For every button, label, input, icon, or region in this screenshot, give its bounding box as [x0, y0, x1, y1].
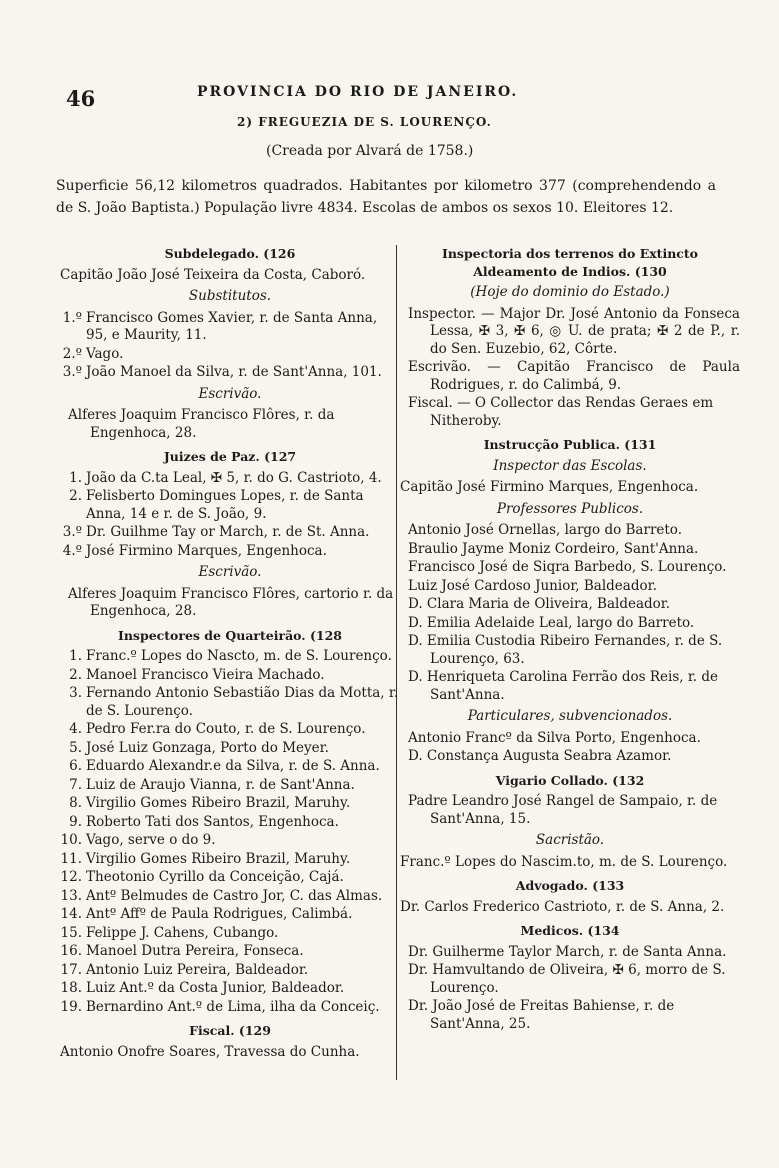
inspector-item: [60, 906, 400, 924]
item-number: 3.: [69, 685, 82, 701]
item-number: 1.º: [62, 309, 82, 326]
subdelegado-holder: Capitão João José Teixeira da Costa, Caboró.: [60, 266, 366, 283]
inspector-item: [60, 777, 400, 795]
item-text: Antº Affº de Paula Rodrigues, Calimbá.: [86, 906, 353, 922]
item-number: 2.: [69, 488, 82, 504]
sacristao-holder: Franc.º Lopes do Nascim.to, m. de S. Lourenço.: [400, 853, 728, 870]
inspectoria-inspector: Inspector. — Major Dr. José Antonio da Fonseca Lessa, ✠ 3, ✠ 6, ◎ U. de prata; ✠ 2 de P., r. do Sen. Euzebio, 62, Côrte.: [408, 305, 740, 357]
advogado-heading: Advogado. (133: [515, 878, 625, 893]
item-text: Bernardino Ant.º de Lima, ilha da Conceiç.: [86, 998, 380, 1015]
inspectores-heading: Inspectores de Quarteirão. (128: [117, 627, 342, 643]
item-text: Vago.: [86, 345, 124, 362]
page-title: PROVINCIA DO RIO DE JANEIRO.: [197, 84, 519, 100]
item-text: Manoel Francisco Vieira Machado.: [86, 666, 325, 683]
item-text: Francisco Gomes Xavier, r. de Santa Anna, 95, e Maurity, 11.: [86, 309, 378, 343]
item-text: Felisberto Domingues Lopes, r. de Santa Anna, 14 e r. de S. João, 9.: [86, 488, 364, 522]
substitutos-list: [60, 310, 400, 382]
substitutos-heading: Substitutos.: [188, 288, 272, 304]
item-number: 5.: [69, 739, 82, 756]
item-text: Pedro Fer.ra do Couto, r. de S. Lourenço.: [86, 721, 366, 737]
subdelegado-escrivao-heading: Escrivão.: [198, 385, 262, 402]
item-text: Virgilio Gomes Ribeiro Brazil, Maruhy.: [86, 795, 351, 811]
particulares-list: [400, 730, 740, 766]
fiscal-heading: Fiscal. (129: [189, 1023, 271, 1038]
instruccao-heading: Instrucção Publica. (131: [483, 437, 657, 452]
item-text: Manoel Dutra Pereira, Fonseca.: [86, 943, 304, 959]
sacristao-heading: Sacristão.: [535, 832, 605, 848]
particular-item: Antonio Francº da Silva Porto, Engenhoca.: [408, 729, 701, 746]
inspector-item: [60, 795, 400, 813]
inspector-escolas-heading: Inspector das Escolas.: [493, 457, 647, 474]
professor-item: D. Emilia Custodia Ribeiro Fernandes, r. de S. Lourenço, 63.: [408, 633, 723, 667]
inspector-item: [60, 925, 400, 943]
item-number: 2.: [69, 666, 82, 683]
subdelegado-heading: Subdelegado. (126: [164, 246, 296, 261]
medico-item: Dr. João José de Freitas Bahiense, r. de Sant'Anna, 25.: [408, 998, 675, 1032]
item-number: 2.º: [62, 345, 82, 362]
creation-note: (Creada por Alvará de 1758.): [266, 143, 474, 159]
inspector-escolas: Capitão José Firmino Marques, Engenhoca.: [400, 479, 699, 495]
juiz-item: [60, 524, 400, 542]
item-number: 11.: [60, 850, 82, 867]
medico-item: Dr. Guilherme Taylor March, r. de Santa Anna.: [408, 943, 727, 960]
fiscal-holder: Antonio Onofre Soares, Travessa do Cunha.: [60, 1043, 360, 1060]
vigario-heading: Vigario Collado. (132: [495, 772, 645, 788]
item-number: 1.: [69, 648, 82, 664]
professores-list: [400, 522, 740, 704]
professor-item: D. Henriqueta Carolina Ferrão dos Reis, r. de Sant'Anna.: [408, 669, 719, 703]
item-text: Vago, serve o do 9.: [86, 832, 216, 848]
inspector-item: [60, 758, 400, 776]
juizes-list: [60, 470, 400, 561]
item-text: Dr. Guilhme Tay or March, r. de St. Anna.: [86, 524, 370, 540]
item-number: 16.: [60, 943, 82, 959]
intro-paragraph: Superficie 56,12 kilometros quadrados. Habitantes por kilometro 377 (comprehendendo a de S. João Baptista.) População livre 4834. Escolas de ambos os sexos 10. Eleitores 12.: [56, 178, 716, 216]
particular-item: D. Constança Augusta Seabra Azamor.: [408, 748, 672, 764]
substituto-item: [60, 346, 400, 364]
item-text: Felippe J. Cahens, Cubango.: [86, 924, 279, 941]
subdelegado-escrivao: Alferes Joaquim Francisco Flôres, r. da Engenhoca, 28.: [68, 407, 335, 441]
professor-item: Braulio Jayme Moniz Cordeiro, Sant'Anna.: [408, 540, 699, 557]
item-text: Theotonio Cyrillo da Conceição, Cajá.: [86, 869, 344, 885]
right-column: [400, 245, 740, 1034]
juiz-item: [60, 488, 400, 523]
particulares-heading: Particulares, subvencionados.: [467, 708, 673, 724]
parish-title: 2) FREGUEZIA DE S. LOURENÇO.: [237, 115, 492, 129]
inspector-item: [60, 869, 400, 887]
medicos-list: [400, 944, 740, 1034]
inspector-item: [60, 648, 400, 666]
inspectoria-fiscal: Fiscal. — O Collector das Rendas Geraes em Nitheroby.: [408, 395, 714, 429]
inspector-item: [60, 685, 400, 720]
item-number: 4.º: [62, 542, 82, 559]
item-number: 9.: [69, 813, 82, 830]
item-text: Antonio Luiz Pereira, Baldeador.: [86, 961, 309, 978]
inspector-item: [60, 999, 400, 1017]
item-number: 3.º: [62, 364, 82, 380]
substituto-item: [60, 364, 400, 382]
item-number: 4.: [69, 721, 82, 737]
inspectoria-heading: Inspectoria dos terrenos do Extincto: [441, 246, 699, 261]
medicos-heading: Medicos. (134: [520, 923, 620, 938]
advogado-holder: Dr. Carlos Frederico Castrioto, r. de S. Anna, 2.: [400, 898, 725, 915]
inspector-item: [60, 721, 400, 739]
item-number: 7.: [69, 776, 82, 793]
vigario-holder: Padre Leandro José Rangel de Sampaio, r. de Sant'Anna, 15.: [408, 793, 718, 827]
professor-item: D. Clara Maria de Oliveira, Baldeador.: [408, 596, 671, 612]
medico-item: Dr. Hamvultando de Oliveira, ✠ 6, morro de S. Lourenço.: [408, 962, 726, 996]
inspector-item: [60, 888, 400, 906]
item-number: 1.: [69, 469, 82, 486]
inspectoria-note: (Hoje do dominio do Estado.): [470, 284, 670, 300]
item-number: 6.: [69, 758, 82, 774]
item-text: José Firmino Marques, Engenhoca.: [86, 542, 327, 559]
inspector-item: [60, 814, 400, 832]
item-text: Fernando Antonio Sebastião Dias da Motta, r. de S. Lourenço.: [86, 685, 399, 719]
item-number: 18.: [60, 980, 82, 996]
inspector-item: [60, 851, 400, 869]
inspector-item: [60, 962, 400, 980]
inspectoria-heading-2: Aldeamento de Indios. (130: [473, 263, 667, 279]
item-text: Franc.º Lopes do Nascto, m. de S. Lourenço.: [86, 648, 392, 664]
juizes-escrivao-heading: Escrivão.: [198, 564, 262, 580]
juizes-escrivao: Alferes Joaquim Francisco Flôres, cartorio r. da Engenhoca, 28.: [68, 585, 394, 619]
item-text: Luiz de Araujo Vianna, r. de Sant'Anna.: [86, 776, 355, 793]
inspectores-list: [60, 648, 400, 1016]
left-column: [60, 245, 400, 1062]
item-text: Virgilio Gomes Ribeiro Brazil, Maruhy.: [86, 850, 351, 867]
item-text: Antº Belmudes de Castro Jor, C. das Almas.: [86, 887, 383, 904]
item-number: 14.: [60, 906, 82, 922]
item-text: Roberto Tati dos Santos, Engenhoca.: [86, 813, 339, 830]
juiz-item: [60, 543, 400, 561]
item-text: Luiz Ant.º da Costa Junior, Baldeador.: [86, 980, 345, 996]
professor-item: Luiz José Cardoso Junior, Baldeador.: [408, 577, 657, 594]
page-number: 46: [66, 86, 96, 111]
item-number: 12.: [60, 869, 82, 885]
item-text: João Manoel da Silva, r. de Sant'Anna, 101.: [86, 364, 382, 380]
professor-item: Antonio José Ornellas, largo do Barreto.: [408, 522, 682, 538]
item-number: 19.: [60, 998, 82, 1015]
professores-heading: Professores Publicos.: [496, 500, 644, 517]
item-number: 10.: [60, 832, 82, 848]
inspectoria-escrivao: Escrivão. — Capitão Francisco de Paula Rodrigues, r. do Calimbá, 9.: [408, 359, 740, 393]
item-text: Eduardo Alexandr.e da Silva, r. de S. Anna.: [86, 758, 380, 774]
inspector-item: [60, 740, 400, 758]
inspector-item: [60, 943, 400, 961]
inspector-item: [60, 980, 400, 998]
juizes-heading: Juizes de Paz. (127: [163, 449, 297, 464]
item-number: 8.: [69, 795, 82, 811]
inspector-item: [60, 832, 400, 850]
item-number: 15.: [60, 924, 82, 941]
item-number: 3.º: [62, 524, 82, 540]
professor-item: D. Emilia Adelaide Leal, largo do Barreto.: [408, 614, 695, 631]
inspector-item: [60, 667, 400, 685]
substituto-item: [60, 310, 400, 345]
juiz-item: [60, 470, 400, 488]
item-number: 17.: [60, 961, 82, 978]
professor-item: Francisco José de Siqra Barbedo, S. Lourenço.: [408, 559, 727, 575]
item-text: João da C.ta Leal, ✠ 5, r. do G. Castrioto, 4.: [86, 469, 382, 486]
item-text: José Luiz Gonzaga, Porto do Meyer.: [86, 739, 329, 756]
item-number: 13.: [60, 887, 82, 904]
